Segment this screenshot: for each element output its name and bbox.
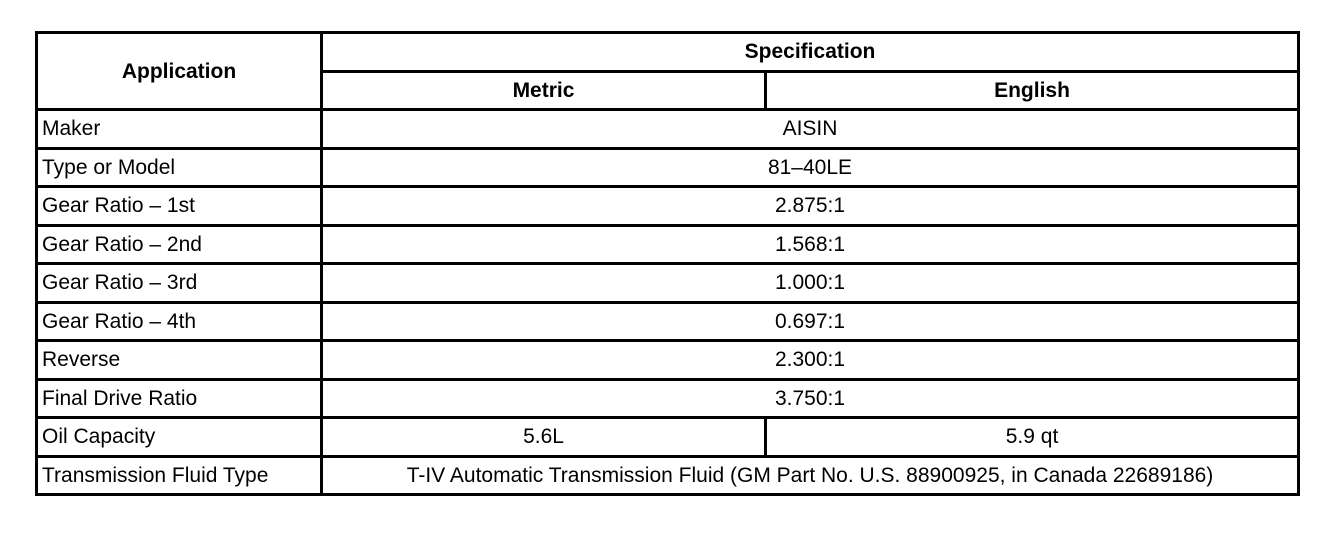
table-row: [37, 341, 1299, 380]
fluid-type-row: [37, 456, 1299, 495]
table-row: [37, 379, 1299, 418]
metric-header: Metric: [322, 71, 766, 110]
row-value: 81–40LE: [322, 148, 1299, 187]
row-label: Gear Ratio – 3rd: [37, 264, 322, 303]
row-value: 0.697:1: [322, 302, 1299, 341]
table-row: [37, 187, 1299, 226]
table-row: [37, 148, 1299, 187]
oil-capacity-label: Oil Capacity: [37, 418, 322, 457]
table-row: [37, 264, 1299, 303]
row-label: Reverse: [37, 341, 322, 380]
oil-capacity-metric: 5.6L: [322, 418, 766, 457]
table-row: [37, 110, 1299, 149]
row-value: 2.300:1: [322, 341, 1299, 380]
row-label: Gear Ratio – 2nd: [37, 225, 322, 264]
header-row-top: [37, 33, 1299, 72]
row-value: 3.750:1: [322, 379, 1299, 418]
row-label: Gear Ratio – 1st: [37, 187, 322, 226]
oil-capacity-english: 5.9 qt: [766, 418, 1299, 457]
row-label: Type or Model: [37, 148, 322, 187]
specification-table: [35, 31, 1300, 496]
row-label: Gear Ratio – 4th: [37, 302, 322, 341]
oil-capacity-row: [37, 418, 1299, 457]
row-value: 2.875:1: [322, 187, 1299, 226]
table-row: [37, 225, 1299, 264]
table-row: [37, 302, 1299, 341]
row-value: AISIN: [322, 110, 1299, 149]
english-header: English: [766, 71, 1299, 110]
application-header: Application: [37, 33, 322, 110]
specification-header: Specification: [322, 33, 1299, 72]
row-label: Maker: [37, 110, 322, 149]
fluid-type-value: T-IV Automatic Transmission Fluid (GM Part No. U.S. 88900925, in Canada 22689186): [322, 456, 1299, 495]
row-label: Final Drive Ratio: [37, 379, 322, 418]
row-value: 1.568:1: [322, 225, 1299, 264]
fluid-type-label: Transmission Fluid Type: [37, 456, 322, 495]
row-value: 1.000:1: [322, 264, 1299, 303]
